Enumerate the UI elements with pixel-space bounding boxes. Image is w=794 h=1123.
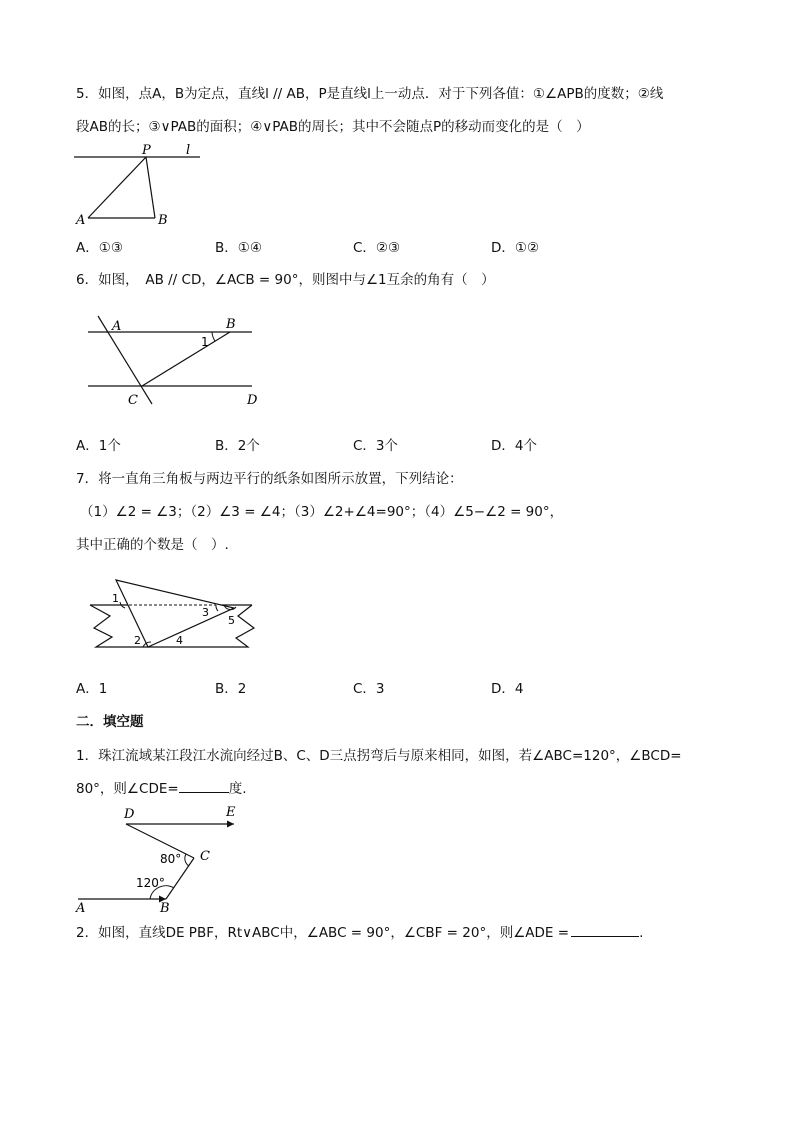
f2-answer-blank[interactable] xyxy=(571,921,639,937)
label-120: 120° xyxy=(136,876,165,890)
q6-figure xyxy=(80,308,265,408)
label-c: C xyxy=(200,849,210,864)
label-p: P xyxy=(142,143,151,158)
f2-stem-text: 2．如图，直线DE PBF，Rt∨ABC中，∠ABC = 90°，∠CBF = 20°，则∠ADE = xyxy=(76,925,570,941)
label-80: 80° xyxy=(160,852,182,866)
q6-option-b[interactable]: B．2个 xyxy=(215,438,260,454)
q7-figure xyxy=(88,572,258,652)
q6-option-c[interactable]: C．3个 xyxy=(353,438,399,454)
label-a: A xyxy=(112,319,122,334)
f2-stem-end: . xyxy=(639,925,644,941)
segment-pa xyxy=(88,157,146,218)
q6-stem-line1: 6．如图， AB // CD，∠ACB = 90°，则图中与∠1互余的角有（ ） xyxy=(76,272,495,288)
q7-stem-line3: 其中正确的个数是（ ）. xyxy=(76,537,229,553)
label-l: l xyxy=(186,143,191,158)
label-1: 1 xyxy=(112,592,119,605)
label-e: E xyxy=(226,805,236,820)
q5-option-b[interactable]: B．①④ xyxy=(215,240,262,256)
q5-option-a[interactable]: A．①③ xyxy=(76,240,123,256)
q5-figure xyxy=(70,140,210,230)
label-b: B xyxy=(226,317,236,332)
label-c: C xyxy=(128,393,138,408)
f2-stem xyxy=(76,921,643,943)
label-d: D xyxy=(124,807,135,822)
segment-pb xyxy=(146,157,155,218)
label-d: D xyxy=(247,393,258,408)
q5-option-d[interactable]: D．①② xyxy=(491,240,540,256)
label-2: 2 xyxy=(134,634,141,647)
q7-option-a[interactable]: A．1 xyxy=(76,681,108,697)
q7-stem-line2: （1）∠2 = ∠3；（2）∠3 = ∠4；（3）∠2+∠4=90°；（4）∠5−∠2 = 90°， xyxy=(80,504,564,520)
label-angle-1: 1 xyxy=(201,335,209,349)
f1-stem-line2-end: 度. xyxy=(228,781,247,797)
label-a: A xyxy=(76,213,86,228)
segment-cb xyxy=(142,332,230,386)
q7-option-c[interactable]: C．3 xyxy=(353,681,385,697)
f1-stem-line2-text: 80°，则∠CDE= xyxy=(76,781,179,797)
q5-stem-line2: 段AB的长；③∨PAB的面积；④∨PAB的周长；其中不会随点P的移动而变化的是（ ） xyxy=(76,119,590,135)
label-a: A xyxy=(76,901,86,914)
label-3: 3 xyxy=(202,606,209,619)
strip-right-torn-edge xyxy=(236,605,254,647)
q6-option-a[interactable]: A．1个 xyxy=(76,438,121,454)
q6-option-d[interactable]: D．4个 xyxy=(491,438,537,454)
f1-stem-line1: 1．珠江流域某江段江水流向经过B、C、D三点拐弯后与原来相同，如图，若∠ABC=120°，∠BCD= xyxy=(76,748,682,764)
line-ac xyxy=(98,316,152,404)
label-b: B xyxy=(158,213,168,228)
label-b: B xyxy=(160,901,170,914)
label-5: 5 xyxy=(228,614,235,627)
angle-1-arc xyxy=(212,332,215,341)
f1-figure xyxy=(72,802,252,914)
q5-option-c[interactable]: C．②③ xyxy=(353,240,401,256)
f1-stem-line2 xyxy=(76,777,247,799)
strip-left-torn-edge xyxy=(90,605,118,647)
label-4: 4 xyxy=(176,634,183,647)
arrow-e xyxy=(227,821,234,828)
q7-option-d[interactable]: D．4 xyxy=(491,681,524,697)
q7-option-b[interactable]: B．2 xyxy=(215,681,247,697)
q5-stem-line1: 5．如图，点A，B为定点，直线l // AB，P是直线l上一动点．对于下列各值：①∠APB的度数；②线 xyxy=(76,86,664,102)
q7-stem-line1: 7．将一直角三角板与两边平行的纸条如图所示放置，下列结论： xyxy=(76,471,463,487)
section-title-fill-blank: 二．填空题 xyxy=(76,714,144,730)
f1-answer-blank[interactable] xyxy=(179,777,229,793)
